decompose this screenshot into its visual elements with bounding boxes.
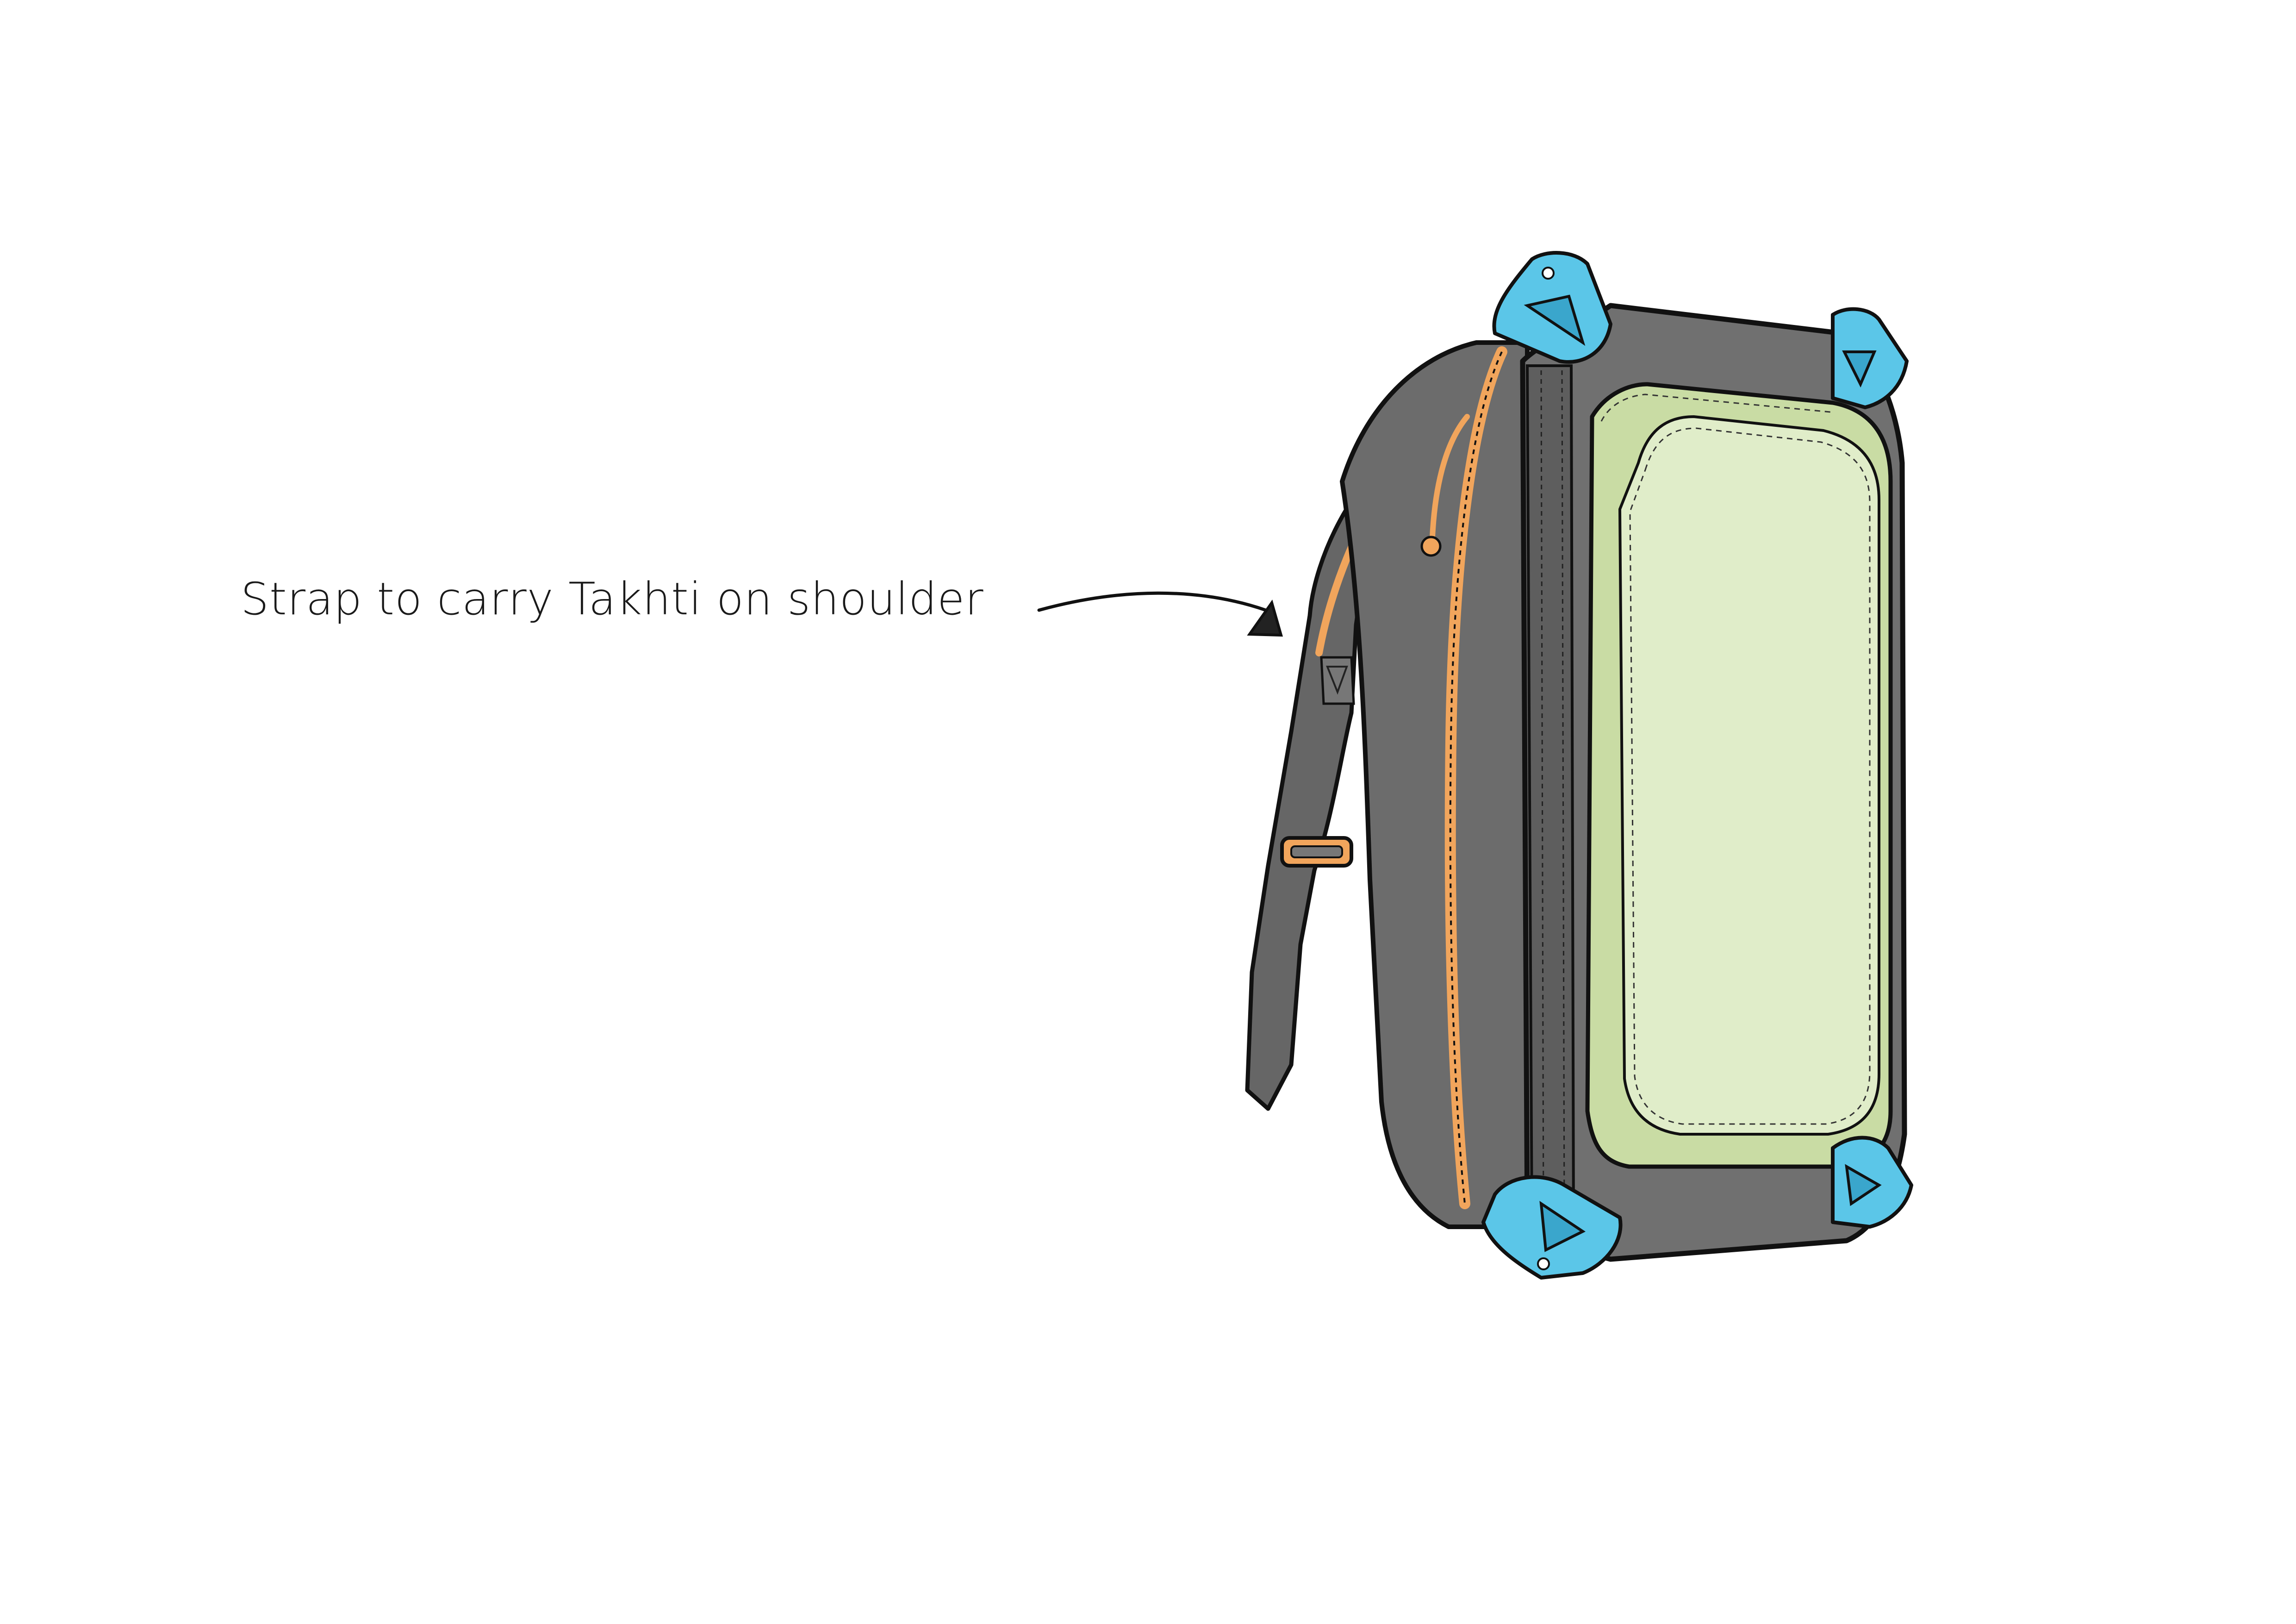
- bag-body: [1342, 343, 1527, 1227]
- green-cushion: [1587, 384, 1891, 1167]
- corner-cap-top-right: [1833, 309, 1907, 407]
- strap-annotation-label: Strap to carry Takhti on shoulder: [241, 573, 984, 625]
- curved-arrow-icon: [1039, 593, 1281, 635]
